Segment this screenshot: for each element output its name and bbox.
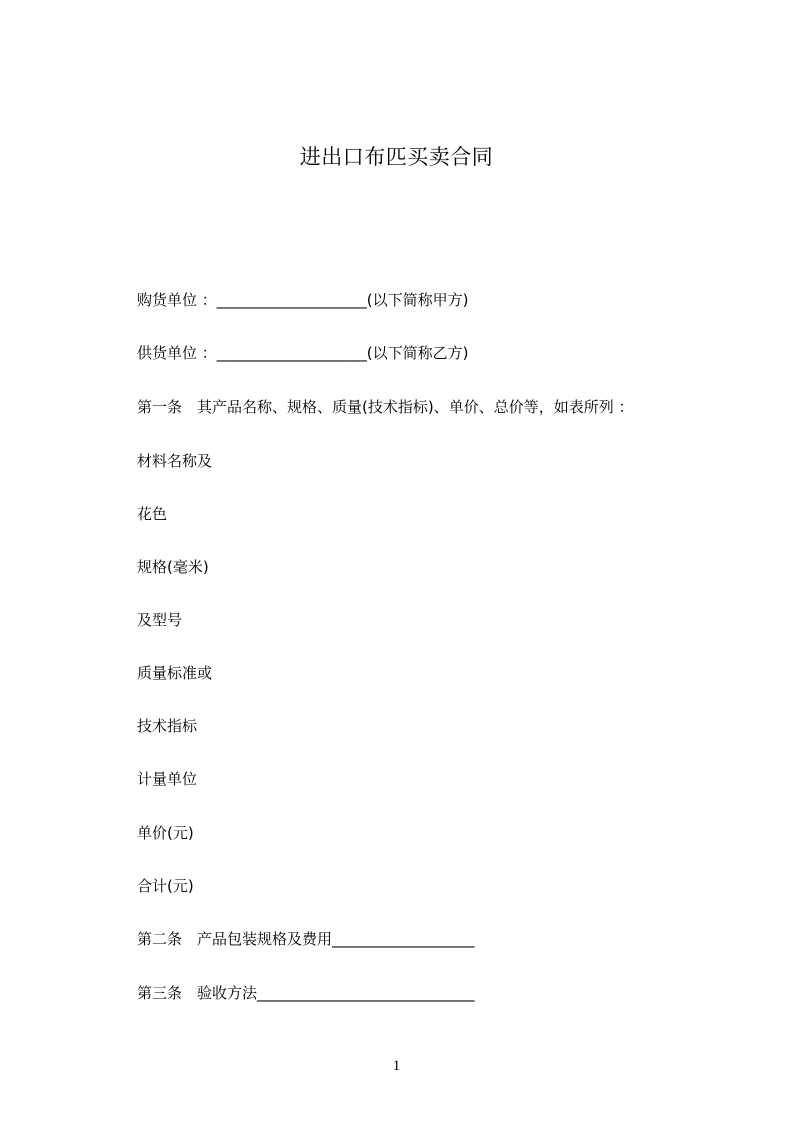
tech-index-line: 技术指标	[137, 717, 198, 735]
article-3-line: 第三条 验收方法_____________________________	[137, 984, 475, 1002]
document-title: 进出口布匹买卖合同	[299, 145, 494, 169]
supplier-line: 供货单位 ：____________________(以下简称乙方)	[137, 344, 469, 362]
unit-price-line: 单价(元)	[137, 824, 194, 842]
model-line: 及型号	[137, 611, 183, 629]
color-line: 花色	[137, 505, 168, 523]
page-number: 1	[392, 1058, 401, 1074]
material-name-line: 材料名称及	[137, 452, 213, 470]
quality-standard-line: 质量标准或	[137, 664, 213, 682]
spec-line: 规格(毫米)	[137, 558, 209, 576]
article-1-line: 第一条 其产品名称、规格、质量(技术指标)、单价、总价等，如表所列 ：	[137, 398, 634, 416]
buyer-line: 购货单位 ：____________________(以下简称甲方)	[137, 291, 469, 309]
unit-line: 计量单位	[137, 770, 198, 788]
article-2-line: 第二条 产品包装规格及费用___________________	[137, 930, 475, 948]
total-line: 合计(元)	[137, 877, 194, 895]
